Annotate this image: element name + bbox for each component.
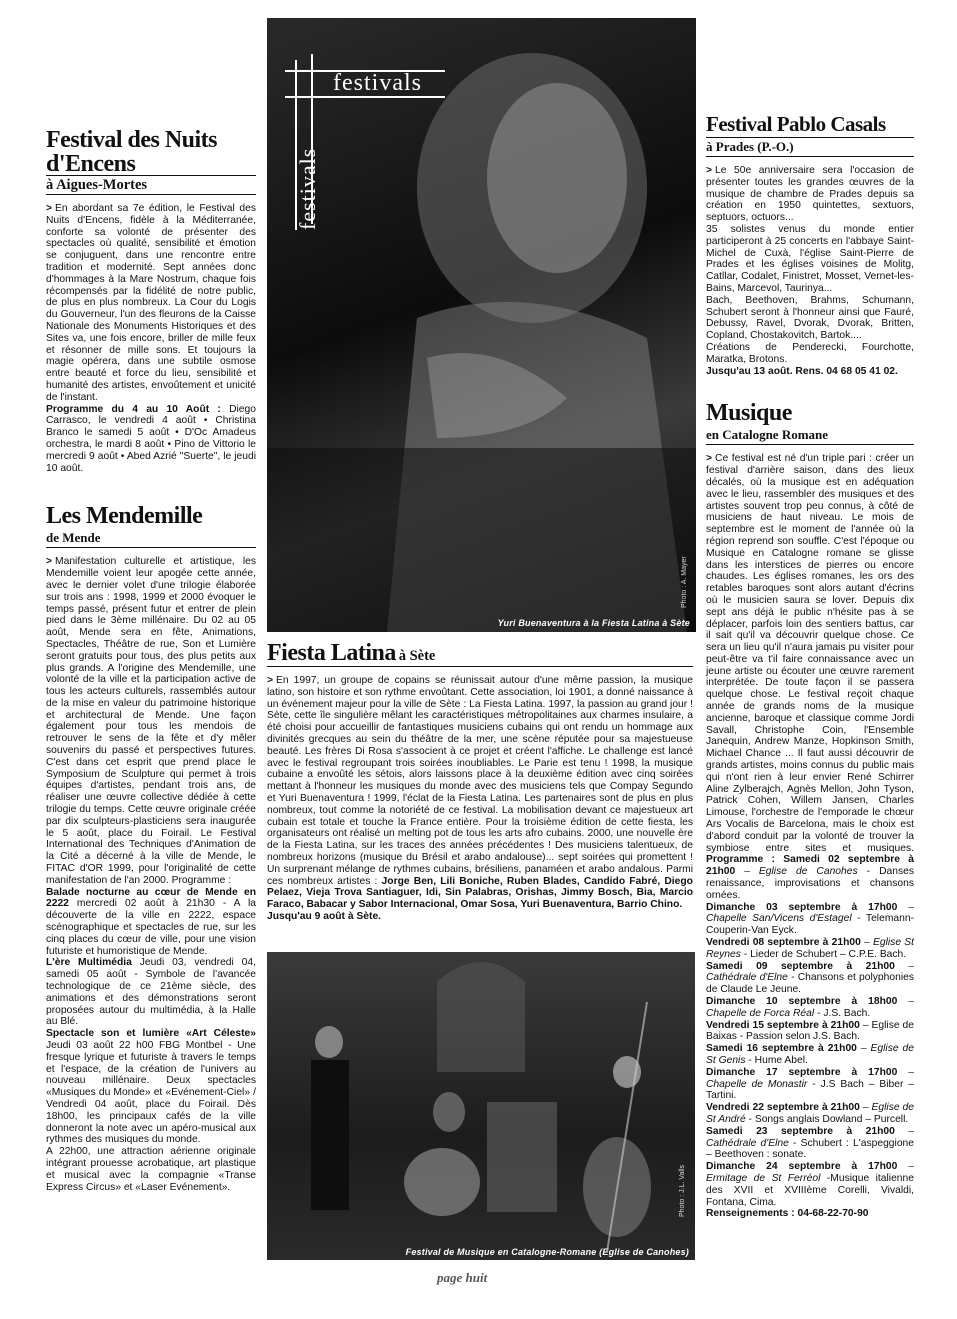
event-when: Samedi 16 septembre à 21h00 bbox=[706, 1043, 857, 1055]
event-when: Dimanche 03 septembre à 17h00 bbox=[706, 901, 898, 913]
event-when: Samedi 09 septembre à 21h00 bbox=[706, 960, 895, 972]
musique-rens: Renseignements : 04-68-22-70-90 bbox=[706, 1208, 869, 1220]
event-desc: -Musique italienne des XVII et XVIIIème Corelli, Vivaldi, Fontana, Cima. bbox=[706, 1172, 914, 1208]
musique-event bbox=[706, 961, 914, 996]
musique-prog-place: – Eglise de Canohes bbox=[744, 866, 858, 878]
event-place: – Eglise de St André bbox=[706, 1102, 914, 1125]
casals-section: Festival Pablo Casals à Prades (P.-O.) > Le 50e anniversaire sera l'occasion de présenter toutes les grandes œuvres de la musique de chambre de Prades depuis sa création en 1950 quintettes, sextuors, septuors, octuors... 35 solistes venus du monde entier participeront à 25 concerts en l'abbaye Saint-Michel de Cuxà, l'église Saint-Pierre de Prades et les églises voisines de Molitg, Catllar, Codalet, Finistret, Mosset, Vernet-les-Bains, Marcevol, Taurinya... Bach, Beethoven, Brahms, Schumann, Schubert seront à l'honneur ainsi que Fauré, Debussy, Ravel, Dvorak, Dvorak, Britten, Copland, Chostakovitch, Bartok.... Créations de Penderecki, Fourchotte, Maratka, Brotons. Jusqu'au 13 août. Rens. 04 68 05 41 02. bbox=[706, 112, 914, 377]
event-place: – Chapelle de Monastir bbox=[706, 1066, 915, 1090]
page-number: page huit bbox=[437, 1270, 488, 1285]
event-place: – Eglise St Reynes bbox=[706, 937, 914, 960]
event-when: Dimanche 24 septembre à 17h00 bbox=[706, 1161, 898, 1173]
event-when: Vendredi 22 septembre à 21h00 bbox=[706, 1102, 860, 1114]
photo1-credit: Photo : A. Mayer bbox=[681, 556, 688, 608]
concert-photo bbox=[267, 952, 695, 1260]
fiesta-section: Fiesta Latina à Sète > En 1997, un groupe de copains se réunissait autour d'une même passion, la musique latino, son histoire et son rythme envoûtant. Cette association, loi 1901, a donné naissance à un événement majeur pour la ville de Sète : La Fiesta Latina. 1997, la passion au grand jour ! Sète, cette île singulière mêlant les caractéristiques métropolitaines aux charmes insulaire, a été choisi pour accueillir de fantastiques musiciens cubains qui ont rendu un hommage aux divinités grecques au sein du théâtre de la mer, une scène réputée pour sa majestueuse beauté. Les frères Di Rosa s'associent à ce projet et créent l'affiche. Le challenge est lancé avec le festival regroupant trois soirées inoubliables. Le Parie est tenu ! 1998, la musique cubaine a envoûté les sétois, alors laissons place à la deuxième édition avec cinq soirées mettant à l'honneur les musiques du monde avec des musiciens tels que Compay Segundo et Yuri Buenaventura ! 1999, l'éclat de la Fiesta Latina. Les partenaires sont de plus en plus nombreux, tout comme la notoriété de ce festival. La mobilisation devant ce majestueux art cubain est totale et touche la France entière. Pour la troisième édition de cette fiesta, les organisateurs ont réalisé un melting pot de tous les arts afro cubains. 2000, une nouvelle ère de la Fiesta Latina, sur les traces des années précédentes ! Des musiciens talentueux, de nombreux horizons (musique du Brésil et arabo andalouse)... sept soirées qui promettent ! Un surprenant mélange de rythmes cubains, brésiliens, panaméen et arabo andalous. Parmi ces nombreux artistes : Jorge Ben, Lili Boniche, Ruben Blades, Candido Fabré, Diego Pelaez, Vieja Trova Santiaguer, Idi, Sin Palabras, Orishas, Jimmy Bosch, Bia, Marcio Faraco, Babacar y Sabor Internacional, Omar Sosa, Yuri Buenaventura, Barrio Chino. Jusqu'au 9 août à Sète. bbox=[267, 640, 693, 922]
musique-event bbox=[706, 902, 914, 937]
festivals-vertical-label: festivals bbox=[295, 147, 320, 230]
event-when: Vendredi 15 septembre à 21h00 bbox=[706, 1019, 860, 1031]
musique-prog-label: Programme : Samedi 02 septembre à 21h00 bbox=[706, 854, 914, 878]
casals-text3: Bach, Beethoven, Brahms, Schumann, Schubert seront à l'honneur ainsi que Fauré, Debussy, Ravel, Dvorak, Dvorak, Britten, Copland, Chostakovitch, Bartok.... bbox=[706, 294, 914, 342]
mendemille-spect-label: Spectacle son et lumière «Art Céleste» bbox=[46, 1028, 256, 1040]
musique-event bbox=[706, 1043, 914, 1067]
musique-event bbox=[706, 1126, 914, 1161]
musique-event bbox=[706, 937, 914, 961]
nuits-text: En abordant sa 7e édition, le Festival des Nuits d'Encens, fidèle à la Méditerranée, conforte sa volonté de présenter des spectacles où qualité, sensibilité et émotion se conjuguent, dans une rencontre entre tradition et modernité. Sept années donc d'hommages à la Mare Nostrum, chaque fois récompensés par la fidélité de notre public, de plus en plus nombreux. La Cour du Logis du Gouverneur, l'un des fleurons de la Caisse Nationale des Monuments Historiques et des Sites va, une fois encore, briller de mille feux et résonner de mille sons. Et toujours la magie opérera, dans une subtile osmose entre beauté et force du lieu, sensibilité et humanité des artistes, envoûtement et unicité de l'instant. bbox=[46, 203, 256, 403]
event-when: Dimanche 10 septembre à 18h00 bbox=[706, 996, 898, 1007]
nuits-section: Festival des Nuits d'Encens à Aigues-Mortes > En abordant sa 7e édition, le Festival des Nuits d'Encens, fidèle à la Méditerranée, conforte sa volonté de présenter des spectacles où qualité, sensibilité et émotion se conjuguent, dans une rencontre entre tradition et modernité. Sept années donc d'hommages à la Mare Nostrum, chaque fois récompensés par la fidélité de notre public, de plus en plus nombreux. La Cour du Logis du Gouverneur, l'un des fleurons de la Caisse Nationale des Monuments Historiques et des Sites va, une fois encore, briller de mille feux et résonner de mille sons. Et toujours la magie opérera, dans une subtile osmose entre beauté et force du lieu, sensibilité et humanité des artistes, envoûtement et unicité de l'instant. Programme du 4 au 10 Août : Diego Carrasco, le vendredi 4 août • Christina Branco le samedi 5 août • D'Oc Amadeus orchestra, le mardi 8 août • Pino de Vittorio le mercredi 9 août • Abed Azrié "Suerte", le jeudi 10 août. bbox=[46, 127, 256, 474]
event-place: – Cathédrale d'Elne bbox=[706, 1125, 914, 1149]
casals-title: Festival Pablo Casals bbox=[706, 112, 914, 138]
portrait-photo bbox=[267, 18, 696, 632]
casals-subtitle: à Prades (P.-O.) bbox=[706, 138, 914, 157]
event-desc: - J.S Bach – Biber – Tartini. bbox=[706, 1078, 914, 1102]
musique-event bbox=[706, 996, 914, 1020]
musique-event bbox=[706, 1067, 914, 1102]
musique-text: Ce festival est né d'un triple pari : créer un festival d'arrière saison, dans des lieux décalés, où la musique est en adéquation avec le lieu, rassembler des musiques et des artistes souvent trop peu connus, à côté de musiciens de haut niveau. Le mois de septembre est le moment de l'année où la région reprend son souffle. C'est l'époque ou Musique en Catalogne romane se glisse dans les interstices de pierres ou encore chaudes. Les églises romanes, les ors des retables baroques sont alors autant d'écrins où le musicien saura se lover. Depuis dix sept ans déjà le public n'hésite pas à se déplacer, parfois loin des sentiers battus, car il sait qu'il va découvrir quelque chose. Ce sera un lieu qu'il n'aura jamais pu visiter pour peut-être va t'il faire connaissance avec un jeune artiste ou écouter une œuvre rarement interprétée. De toute façon il se passera quelque chose. Le festival reçoit chaque année de grands noms de la musique ancienne, baroque et classique comme Jordi Savall, Christophe Coin, l'Ensemble Janequin, Andrew Manze, Hopkinson Smith, Michael Chance ... Il faut aussi découvrir de grands artistes, moins connus du public mais qui n'ont rien à leur envier René Schirrer Aline Zylberajch, Agnès Mellon, John Tyson, Patrick Cohen, Willem Jansen, Charles Limouse, l'orchestre de l'emporade le chœur Ars Vocalis de Barcelona, mais le choix est d'abord conduit par la volonté de trouver la symbiose entre sites et musiques. bbox=[706, 453, 914, 854]
event-when: Dimanche 17 septembre à 17h00 bbox=[706, 1066, 898, 1078]
mendemille-subtitle: de Mende bbox=[46, 529, 256, 548]
mendemille-balade-label: Balade nocturne au cœur de Mende en 2222 bbox=[46, 886, 256, 910]
event-desc: - Songs anglais Dowland – Purcell. bbox=[745, 1113, 909, 1125]
event-desc: - J.S. Bach. bbox=[814, 1007, 871, 1019]
mendemille-title: Les Mendemille bbox=[46, 503, 203, 530]
mendemille-ere-label: L'ère Multimédia bbox=[46, 957, 132, 969]
nuits-title-line2: d'Encens bbox=[46, 153, 256, 176]
concert-illustration bbox=[267, 952, 695, 1260]
left-column bbox=[46, 128, 256, 1193]
right-column bbox=[706, 112, 914, 1220]
mendemille-final-text: A 22h00, une attraction aérienne originale intégrant prouesse acrobatique, art plastique et musical avec la compagnie «Transe Express Circus» et «Laser Evénement». bbox=[46, 1146, 256, 1193]
event-place: – Cathédrale d'Elne bbox=[706, 960, 914, 984]
event-place: – Ermitage de St Ferréol bbox=[706, 1161, 915, 1184]
musique-event bbox=[706, 1020, 914, 1044]
event-when: Samedi 23 septembre à 21h00 bbox=[706, 1125, 895, 1137]
event-desc: - Hume Abel. bbox=[745, 1054, 808, 1066]
event-desc: - Chansons et polyphonies de Claude Le Jeune. bbox=[706, 972, 914, 996]
musique-event-list bbox=[706, 902, 914, 1209]
musique-prog-text: - Danses renaissance, improvisations et chansons ornées. bbox=[706, 866, 914, 901]
event-desc: - Lieder de Schubert – C.P.E. Bach. bbox=[740, 948, 907, 960]
musique-section: Musique en Catalogne Romane > Ce festival est né d'un triple pari : créer un festival d'arrière saison, dans des lieux décalés, où la musique est en adéquation avec le lieu, rassembler des musiques et des artistes souvent trop peu connus, à côté de musiciens de haut niveau. Le mois de septembre est le moment de l'année où la région reprend son souffle. C'est l'époque ou Musique en Catalogne romane se glisse dans les interstices de pierres ou encore chaudes. Les églises romanes, les ors des retables baroques sont alors autant d'écrins où le musicien saura se lover. Depuis dix sept ans déjà le public n'hésite pas à se déplacer, parfois loin des sentiers battus, car il sait qu'il va découvrir quelque chose. Ce sera un lieu qu'il n'aura jamais pu visiter pour peut-être va t'il faire connaissance avec un jeune artiste ou écouter une œuvre rarement interprétée. De toute façon il se passera quelque chose. Le festival reçoit chaque année de grands noms de la musique ancienne, baroque et classique comme Jordi Savall, Christophe Coin, l'Ensemble Janequin, Andrew Manze, Hopkinson Smith, Michael Chance ... Il faut aussi découvrir de grands artistes, moins connus du public mais qui n'ont rien à leur envier René Schirrer Aline Zylberajch, Agnès Mellon, John Tyson, Patrick Cohen, Willem Jansen, Charles Limouse, l'orchestre de l'emporade le chœur Ars Vocalis de Barcelona, mais le choix est d'abord conduit par la volonté de trouver la symbiose entre sites et musiques. Programme : Samedi 02 septembre à 21h00 – Eglise de Canohes - Danses renaissance, improvisations et chansons ornées. Dimanche 03 septembre à 17h00 – Chapelle San/Vicens d'Estagel - Telemann-Couperin-Van Eyck. Vendredi 08 septembre à 21h00 – Eglise St Reynes - Lieder de Schubert – C.P.E. Bach. Samedi 09 septembre à 21h00 – Cathédrale d'Elne - Chansons et polyphonies de Claude Le Jeune. Dimanche 10 septembre à 18h00 – Chapelle de Forca Réal - J.S. Bach. Vendredi 15 septembre à 21h00 – Eglise de Baixas - Passion selon J.S. Bach. Samedi 16 septembre à 21h00 – Eglise de St Genis - Hume Abel. Dimanche 17 septembre à 17h00 – Chapelle de Monastir - J.S Bach – Biber – Tartini. Vendredi 22 septembre à 21h00 – Eglise de St André - Songs anglais Dowland – Purcell. Samedi 23 septembre à 21h00 – Cathédrale d'Elne - Schubert : L'aspeggione – Beethoven : sonate. Dimanche 24 septembre à 17h00 – Ermitage de St Ferréol -Musique italienne des XVII et XVIIIème Corelli, Vivaldi, Fontana, Cima. Renseignements : 04-68-22-70-90 bbox=[706, 400, 915, 1220]
nuits-prog-label: Programme du 4 au 10 Août : bbox=[46, 403, 221, 415]
event-desc: – Eglise de Baixas - Passion selon J.S. Bach. bbox=[706, 1019, 914, 1043]
photo2-caption: Festival de Musique en Catalogne-Romane (Eglise de Canohes) bbox=[405, 1247, 689, 1257]
casals-dates: Jusqu'au 13 août. Rens. 04 68 05 41 02. bbox=[706, 365, 898, 377]
portrait-illustration bbox=[267, 18, 696, 632]
casals-text4: Créations de Penderecki, Fourchotte, Maratka, Brotons. bbox=[706, 341, 914, 365]
fiesta-title: Fiesta Latina bbox=[267, 640, 396, 666]
festivals-horizontal-label: festivals bbox=[333, 70, 422, 96]
photo2-credit: Photo : J.L. Valls bbox=[679, 1164, 686, 1217]
nuits-title-line1: Festival des Nuits bbox=[46, 127, 217, 153]
fiesta-dates: Jusqu'au 9 août à Sète. bbox=[267, 910, 382, 922]
mendemille-ere-text: Jeudi 03, vendredi 04, samedi 05 août - Symbole de l'avancée technologique de ce 21ème siècle, des animations et des démonstrations seront proposées autour du multimédia, à la Halle au Blé. bbox=[46, 957, 256, 1028]
fiesta-subtitle: à Sète bbox=[398, 648, 436, 664]
mendemille-balade-text: mercredi 02 août à 21h30 - A la découverte de la ville en 2222, espace scénographique et spectacles de rue, sur les cinq places du cœur de ville, pour une vision futuriste et humoristique de Mende. bbox=[46, 898, 256, 957]
nuits-subtitle: à Aigues-Mortes bbox=[46, 176, 256, 195]
casals-text1: Le 50e anniversaire sera l'occasion de présenter toutes les grandes œuvres de la musique de chambre de Prades depuis sa création en 1950 quintettes, sextuors, septuors, octuors... bbox=[706, 165, 914, 224]
musique-event bbox=[706, 1161, 914, 1208]
event-desc: - Schubert : L'aspeggione – Beethoven : sonate. bbox=[706, 1137, 914, 1161]
festivals-logo bbox=[285, 60, 445, 230]
event-place: – Eglise de St Genis bbox=[706, 1043, 914, 1066]
musique-subtitle: en Catalogne Romane bbox=[706, 426, 914, 445]
event-place: – Chapelle de Forca Réal bbox=[706, 996, 915, 1019]
mendemille-text: Manifestation culturelle et artistique, les Mendemille voient leur apogée cette année, avec le dernier volet d'une trilogie élaborée sur trois ans : 1998, 1999 et 2000 évoquer le temps passé, présent futur et entrer de plein pied dans le 3ème millénaire. Du 02 au 05 août, Mende sera en fête, Animations, Spectacles, Théâtre de rue, Son et Lumière seront gratuits pour tous, des plus petits aux plus grands. A l'origine des Mendemille, une volonté de la ville et la participation active de tous les acteurs culturels, rassemblés autour de la mise en valeur du patrimoine historique et architectural de Mende. Une façon également pour tous les mendois de retrouver le sens de la fête et d'y mêler souvenirs du passé et perspectives futures. C'est dans cet esprit que prend place le Symposium de Sculpture qui permet à trois équipes d'artistes, pendant trois ans, de réaliser une œuvre collective dédiée à cette trilogie du temps. Cette œuvre originale créée par dix sculpteurs-plasticiens sera inaugurée le 5 août, place du Foirail. Le Festival International des Techniques d'Animation de la Cité a décerné à la ville de Mende, le FITAC d'OR 1999, pour l'originalité de cette manifestation de l'an 2000. Programme : bbox=[46, 556, 256, 886]
event-when: Vendredi 08 septembre à 21h00 bbox=[706, 937, 861, 949]
event-desc: - Telemann-Couperin-Van Eyck. bbox=[706, 913, 915, 937]
musique-title: Musique bbox=[706, 400, 792, 427]
nuits-prog-text: Diego Carrasco, le vendredi 4 août • Christina Branco le samedi 5 août • D'Oc Amadeus orchestra, le mardi 8 août • Pino de Vittorio le mercredi 9 août • Abed Azrié "Suerte", le jeudi 10 août. bbox=[46, 403, 256, 474]
fiesta-artists: Jorge Ben, Lili Boniche, Ruben Blades, Candido Fabré, Diego Pelaez, Vieja Trova Santiaguer, Idi, Sin Palabras, Orishas, Jimmy Bosch, Bia, Marcio Faraco, Babacar y Sabor Internacional, Omar Sosa, Yuri Buenaventura, Barrio Chino. bbox=[267, 875, 693, 911]
mendemille-spect-text: Jeudi 03 août 22 h00 FBG Montbel - Une fresque lyrique et futuriste à travers le temps et l'espace, de la création de l'univers au nouveau millénaire. Deux spectacles «Musiques du Monde» et «Evénement-Ciel» / Vendredi 04 août, place du Foirail. Dès 18h00, les principaux cafés de la ville donneront la note avec un apéro-musical aux rythmes des musiques du monde. bbox=[46, 1040, 256, 1146]
casals-text2: 35 solistes venus du monde entier participeront à 25 concerts en l'abbaye Saint-Michel de Cuxà, l'église Saint-Pierre de Prades et les églises voisines de Molitg, Catllar, Codalet, Finistret, Mosset, Vernet-les-Bains, Marcevol, Taurinya... bbox=[706, 223, 914, 294]
photo1-caption: Yuri Buenaventura à la Fiesta Latina à Sète bbox=[497, 618, 690, 628]
event-place: – Chapelle San/Vicens d'Estagel bbox=[706, 901, 915, 925]
fiesta-text: En 1997, un groupe de copains se réunissait autour d'une même passion, la musique latino, son histoire et son rythme envoûtant. Cette association, loi 1901, a donné naissance à un événement majeur pour la ville de Sète : La Fiesta Latina. 1997, la passion au grand jour ! Sète, cette île singulière mêlant les caractéristiques métropolitaines aux charmes insulaire, a été choisi pour accueillir de fantastiques musiciens cubains qui ont rendu un hommage aux divinités grecques au sein du théâtre de la mer, une scène réputée pour sa majestueuse beauté. Les frères Di Rosa s'associent à ce projet et créent l'affiche. Le challenge est lancé avec le festival regroupant trois soirées inoubliables. Le Parie est tenu ! 1998, la musique cubaine a envoûté les sétois, alors laissons place à la deuxième édition avec cinq soirées mettant à l'honneur les musiques du monde avec des musiciens tels que Compay Segundo et Yuri Buenaventura ! 1999, l'éclat de la Fiesta Latina. Les partenaires sont de plus en plus nombreux, tout comme la notoriété de ce festival. La mobilisation devant ce majestueux art cubain est totale et touche la France entière. Pour la troisième édition de cette fiesta, les organisateurs ont réalisé un melting pot de tous les arts afro cubains. 2000, une nouvelle ère de la Fiesta Latina, sur les traces des années précédentes ! Des musiciens talentueux, de nombreux horizons (musique du Brésil et arabo andalouse)... sept soirées qui promettent ! Un surprenant mélange de rythmes cubains, brésiliens, panaméen et arabo andalous. Parmi ces nombreux artistes : bbox=[267, 675, 693, 887]
mendemille-section: Les Mendemille de Mende > Manifestation culturelle et artistique, les Mendemille voient leur apogée cette année, avec le dernier volet d'une trilogie élaborée sur trois ans : 1998, 1999 et 2000 évoquer le temps passé, présent futur et entrer de plein pied dans le 3ème millénaire. Du 02 au 05 août, Mende sera en fête, Animations, Spectacles, Théâtre de rue, Son et Lumière seront gratuits pour tous, des plus petits aux plus grands. A l'origine des Mendemille, une volonté de la ville et la participation active de tous les acteurs culturels, rassemblés autour de la mise en valeur du patrimoine historique et architectural de Mende. Une façon également pour tous les mendois de retrouver le sens de la fête et d'y mêler souvenirs du passé et perspectives futures. C'est dans cet esprit que prend place le Symposium de Sculpture qui permet à trois équipes d'artistes, pendant trois ans, de réaliser une œuvre collective dédiée à cette trilogie du temps. Cette œuvre originale créée par dix sculpteurs-plasticiens sera inaugurée le 5 août, place du Foirail. Le Festival International des Techniques d'Animation de la Cité a décerné à la ville de Mende, le FITAC d'OR 1999, pour l'originalité de cette manifestation de l'an 2000. Programme : Balade nocturne au cœur de Mende en 2222 mercredi 02 août à 21h30 - A la découverte de la ville en 2222, espace scénographique et spectacles de rue, sur les cinq places du cœur de ville, pour une vision futuriste et humoristique de Mende. L'ère Multimédia Jeudi 03, vendredi 04, samedi 05 août - Symbole de l'avancée technologique de ce 21ème siècle, des animations et des démonstrations seront proposées autour du multimédia, à la Halle au Blé. Spectacle son et lumière «Art Céleste» Jeudi 03 août 22 h00 FBG Montbel - Une fresque lyrique et futuriste à travers le temps et l'espace, de la création de l'univers au nouveau millénaire. Deux spectacles «Musiques du Monde» et «Evénement-Ciel» / Vendredi 04 août, place du Foirail. Dès 18h00, les principaux cafés de la ville donneront la note avec un apéro-musical aux rythmes des musiques du monde. A 22h00, une attraction aérienne originale intégrant prouesse acrobatique, art plastique et musical avec la compagnie «Transe Express Circus» et «Laser Evénement». bbox=[46, 503, 256, 1193]
musique-event bbox=[706, 1102, 914, 1126]
